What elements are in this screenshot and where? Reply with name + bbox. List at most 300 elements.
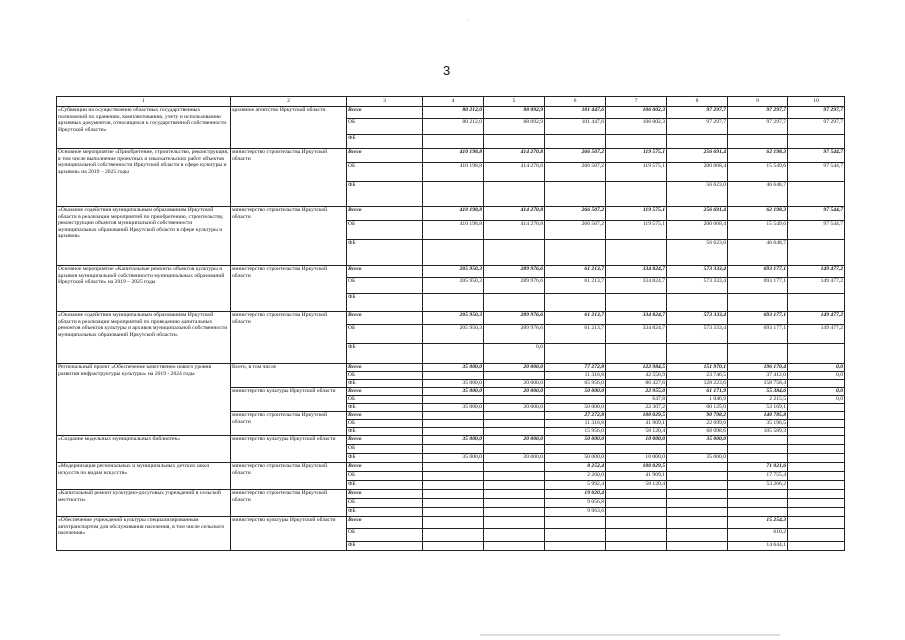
row-organization: министерство культуры Иркутской области	[231, 436, 347, 463]
amount-cell: 20 000,0	[484, 404, 545, 412]
amount-cell	[545, 240, 606, 266]
amount-cell: 414 270,8	[484, 163, 545, 182]
amount-cell	[667, 135, 728, 149]
amount-cell	[545, 542, 606, 551]
amount-cell: 37 412,0	[728, 372, 788, 380]
amount-cell: 11 316,8	[545, 372, 606, 380]
amount-cell: 693 177,1	[728, 325, 788, 344]
amount-cell	[667, 481, 728, 490]
amount-cell	[606, 490, 667, 499]
amount-cell	[484, 472, 545, 481]
amount-cell	[484, 412, 545, 420]
amount-cell	[484, 372, 545, 380]
table-row	[57, 463, 845, 472]
amount-cell: 289 976,6	[484, 312, 545, 325]
row-organization: министерство строительства Иркутской области	[231, 266, 347, 312]
amount-cell	[788, 294, 845, 312]
amount-cell: 196 170,4	[728, 364, 788, 372]
row-organization: министерство строительства Иркутской области	[231, 207, 347, 266]
row-organization: министерство строительства Иркутской области	[231, 312, 347, 364]
amount-cell: 50 000,0	[545, 388, 606, 396]
amount-cell	[606, 344, 667, 364]
amount-cell	[423, 396, 484, 404]
amount-cell	[788, 412, 845, 420]
amount-cell	[788, 436, 845, 445]
page-number: 3	[443, 63, 451, 78]
amount-cell	[788, 344, 845, 364]
row-description: «Оказание содействия муниципальным образованиям Иркутской области в реализации мероприятий по приобретению, строительству, реконструкции объектов муниципальной собственности муниципальных образований Иркутской области в сфере культуры и архивов»	[57, 207, 231, 266]
funding-type: ФБ	[347, 294, 423, 312]
amount-cell	[423, 372, 484, 380]
table-header-row	[57, 97, 845, 107]
amount-cell: 35 000,0	[423, 388, 484, 396]
row-description: «Обеспечение учреждений культуры специализированным автотранспортом для обслуживания населения, в том числе сельского населения»	[57, 517, 231, 551]
amount-cell	[545, 182, 606, 207]
amount-cell: 647,8	[606, 396, 667, 404]
amount-cell	[606, 182, 667, 207]
amount-cell	[423, 412, 484, 420]
funding-type: ОБ	[347, 396, 423, 404]
amount-cell	[788, 499, 845, 508]
funding-type: ФБ	[347, 404, 423, 412]
amount-cell	[667, 490, 728, 499]
amount-cell	[728, 454, 788, 463]
column-number: 9	[728, 97, 788, 107]
row-organization: министерство строительства Иркутской области	[231, 490, 347, 517]
amount-cell: 50 000,0	[545, 436, 606, 445]
amount-cell	[484, 490, 545, 499]
amount-cell: 60 125,0	[667, 404, 728, 412]
table-row	[57, 436, 845, 445]
amount-cell	[728, 499, 788, 508]
amount-cell	[788, 445, 845, 454]
amount-cell: 50 000,0	[545, 404, 606, 412]
amount-cell: 19 020,4	[545, 490, 606, 499]
amount-cell: 266 507,2	[545, 149, 606, 163]
row-description: «Оказание содействия муниципальным образованиям Иркутской области в реализации мероприятий по проведению капитальных ремонтов объектов культуры и архивов муниципальной собственности муниципальных образований Иркутской области»	[57, 312, 231, 364]
funding-type: ФБ	[347, 481, 423, 490]
amount-cell: 97 297,7	[667, 119, 728, 135]
amount-cell	[484, 135, 545, 149]
amount-cell: 55 384,6	[728, 388, 788, 396]
amount-cell: 97 544,7	[788, 149, 845, 163]
amount-cell: 20 000,0	[484, 380, 545, 388]
amount-cell: 97 297,7	[788, 119, 845, 135]
amount-cell	[667, 472, 728, 481]
amount-cell	[484, 182, 545, 207]
amount-cell: 41 909,1	[606, 420, 667, 428]
amount-cell: 56 623,0	[667, 240, 728, 266]
funding-type: ОБ	[347, 445, 423, 454]
amount-cell: 119 575,1	[606, 207, 667, 221]
amount-cell	[728, 508, 788, 517]
amount-cell	[423, 344, 484, 364]
amount-cell: 693 177,1	[728, 266, 788, 278]
amount-cell: 256 691,4	[667, 149, 728, 163]
amount-cell: 334 824,7	[606, 266, 667, 278]
amount-cell: 289 976,6	[484, 266, 545, 278]
funding-type: ФБ	[347, 428, 423, 436]
amount-cell: 414 270,8	[484, 149, 545, 163]
funding-type: ОБ	[347, 278, 423, 294]
funding-type: ФБ	[347, 454, 423, 463]
funding-type: Всего	[347, 463, 423, 472]
amount-cell: 140 785,8	[728, 412, 788, 420]
funding-type: ОБ	[347, 119, 423, 135]
amount-cell: 200 068,4	[667, 221, 728, 240]
row-description: «Субвенции на осуществление областных государственных полномочий по хранению, комплектованию, учету и использованию архивных документов, относящихся к государственной собственности Иркутской области»	[57, 107, 231, 149]
amount-cell	[788, 517, 845, 529]
amount-cell	[788, 542, 845, 551]
funding-type: Всего	[347, 388, 423, 396]
column-number: 5	[484, 97, 545, 107]
row-description: Основное мероприятие «Капитальные ремонты объектов культуры и архивов муниципальной собственности муниципальных образований Иркутской области» на 2019 – 2025 годы	[57, 266, 231, 312]
amount-cell: 35 000,0	[667, 436, 728, 445]
amount-cell	[423, 182, 484, 207]
amount-cell: 10 000,0	[606, 454, 667, 463]
amount-cell: 65 956,0	[545, 380, 606, 388]
column-number: 1	[57, 97, 231, 107]
amount-cell: 158 758,4	[728, 380, 788, 388]
amount-cell: 693 177,1	[728, 278, 788, 294]
amount-cell: 414 270,8	[484, 221, 545, 240]
amount-cell: 1 046,9	[667, 396, 728, 404]
amount-cell	[484, 428, 545, 436]
amount-cell: 128 223,6	[667, 380, 728, 388]
table-row	[57, 312, 845, 325]
amount-cell	[423, 472, 484, 481]
amount-cell	[423, 463, 484, 472]
amount-cell: 27 272,8	[545, 412, 606, 420]
amount-cell	[606, 529, 667, 542]
table-row	[57, 266, 845, 278]
amount-cell: 20 000,0	[484, 436, 545, 445]
amount-cell: 97 544,7	[788, 207, 845, 221]
amount-cell: 61 213,7	[545, 278, 606, 294]
funding-type: Всего	[347, 490, 423, 499]
amount-cell: 289 976,6	[484, 325, 545, 344]
funding-type: Всего	[347, 266, 423, 278]
amount-cell: 105 589,3	[728, 428, 788, 436]
amount-cell: 205 950,3	[423, 278, 484, 294]
amount-cell	[484, 529, 545, 542]
row-description: Региональный проект «Обеспечение качественно нового уровня развития инфраструктуры культуры» на 2019 - 2024 годы	[57, 364, 231, 436]
funding-type: ФБ	[347, 542, 423, 551]
amount-cell	[484, 396, 545, 404]
amount-cell: 149 477,2	[788, 266, 845, 278]
amount-cell: 122 984,5	[606, 364, 667, 372]
amount-cell	[788, 463, 845, 472]
table-row	[57, 364, 845, 372]
amount-cell: 58 120,4	[606, 428, 667, 436]
amount-cell: 205 950,3	[423, 312, 484, 325]
funding-type: ФБ	[347, 508, 423, 517]
column-number: 3	[347, 97, 423, 107]
amount-cell	[484, 499, 545, 508]
amount-cell: 100 029,5	[606, 463, 667, 472]
funding-type: ОБ	[347, 529, 423, 542]
amount-cell	[423, 508, 484, 517]
amount-cell: 80 212,0	[423, 107, 484, 119]
amount-cell: 15 549,6	[728, 163, 788, 182]
amount-cell: 58 120,4	[606, 481, 667, 490]
amount-cell: 80 427,6	[606, 380, 667, 388]
scan-edge	[480, 634, 780, 636]
amount-cell	[484, 294, 545, 312]
amount-cell	[545, 135, 606, 149]
funding-type: Всего	[347, 412, 423, 420]
amount-cell: 22 699,6	[667, 420, 728, 428]
amount-cell	[545, 396, 606, 404]
amount-cell: 334 824,7	[606, 312, 667, 325]
amount-cell	[728, 445, 788, 454]
amount-cell	[788, 135, 845, 149]
amount-cell	[545, 517, 606, 529]
amount-cell: 77 272,8	[545, 364, 606, 372]
amount-cell	[788, 404, 845, 412]
funding-type: ФБ	[347, 182, 423, 207]
funding-type: Всего	[347, 107, 423, 119]
funding-type: ОБ	[347, 221, 423, 240]
amount-cell: 46 648,7	[728, 182, 788, 207]
amount-cell	[606, 135, 667, 149]
amount-cell: 20 000,0	[484, 454, 545, 463]
amount-cell: 22 955,0	[606, 388, 667, 396]
amount-cell: 573 333,4	[667, 312, 728, 325]
amount-cell: 0,0	[788, 372, 845, 380]
amount-cell	[606, 508, 667, 517]
amount-cell	[667, 517, 728, 529]
amount-cell	[728, 490, 788, 499]
amount-cell	[788, 472, 845, 481]
amount-cell: 97 544,7	[788, 163, 845, 182]
amount-cell	[606, 240, 667, 266]
amount-cell: 61 213,7	[545, 312, 606, 325]
amount-cell: 10 000,0	[606, 436, 667, 445]
amount-cell: 266 507,2	[545, 207, 606, 221]
funding-type: Всего	[347, 149, 423, 163]
amount-cell: 88 092,9	[484, 107, 545, 119]
amount-cell	[545, 344, 606, 364]
amount-cell	[667, 344, 728, 364]
amount-cell: 15 549,6	[728, 221, 788, 240]
amount-cell	[788, 182, 845, 207]
amount-cell: 97 297,7	[728, 119, 788, 135]
amount-cell: 35 000,0	[667, 454, 728, 463]
column-number: 2	[231, 97, 347, 107]
funding-type: ФБ	[347, 380, 423, 388]
amount-cell	[484, 508, 545, 517]
amount-cell: 0,0	[788, 388, 845, 396]
row-organization: министерство строительства Иркутской области	[231, 463, 347, 490]
amount-cell: 410 198,8	[423, 149, 484, 163]
amount-cell: 35 000,0	[423, 404, 484, 412]
amount-cell: 35 000,0	[423, 364, 484, 372]
amount-cell: 9 963,6	[545, 508, 606, 517]
amount-cell	[728, 135, 788, 149]
amount-cell: 41 909,1	[606, 472, 667, 481]
amount-cell: 101 447,6	[545, 107, 606, 119]
amount-cell: 35 000,0	[423, 454, 484, 463]
amount-cell: 2 215,5	[728, 396, 788, 404]
amount-cell: 119 575,1	[606, 149, 667, 163]
column-number: 10	[788, 97, 845, 107]
amount-cell	[545, 529, 606, 542]
amount-cell	[484, 542, 545, 551]
amount-cell	[484, 240, 545, 266]
amount-cell	[788, 490, 845, 499]
amount-cell	[423, 542, 484, 551]
row-description: «Создание модельных муниципальных библиотек»	[57, 436, 231, 463]
amount-cell: 0,0	[484, 344, 545, 364]
amount-cell: 5 992,4	[545, 481, 606, 490]
amount-cell	[423, 517, 484, 529]
amount-cell: 149 477,2	[788, 278, 845, 294]
amount-cell	[423, 420, 484, 428]
budget-table	[56, 96, 845, 551]
amount-cell	[484, 481, 545, 490]
amount-cell: 573 333,4	[667, 278, 728, 294]
amount-cell: 0,0	[788, 396, 845, 404]
funding-type: ОБ	[347, 163, 423, 182]
amount-cell	[423, 490, 484, 499]
amount-cell	[788, 428, 845, 436]
amount-cell: 410 198,8	[423, 163, 484, 182]
column-number: 7	[606, 97, 667, 107]
amount-cell: 205 950,3	[423, 266, 484, 278]
amount-cell: 149 477,2	[788, 312, 845, 325]
amount-cell	[667, 499, 728, 508]
amount-cell: 42 556,9	[606, 372, 667, 380]
amount-cell	[606, 542, 667, 551]
amount-cell	[423, 240, 484, 266]
amount-cell	[423, 499, 484, 508]
funding-type: Всего	[347, 207, 423, 221]
row-organization: Всего, в том числе	[231, 364, 347, 388]
row-organization: министерство строительства Иркутской области	[231, 412, 347, 436]
amount-cell: 573 333,4	[667, 325, 728, 344]
amount-cell: 610,2	[728, 529, 788, 542]
amount-cell: 53 266,2	[728, 481, 788, 490]
amount-cell: 119 575,1	[606, 163, 667, 182]
column-number: 8	[667, 97, 728, 107]
amount-cell: 11 316,8	[545, 420, 606, 428]
amount-cell: 62 198,3	[728, 207, 788, 221]
amount-cell	[423, 428, 484, 436]
amount-cell: 693 177,1	[728, 312, 788, 325]
funding-type: ФБ	[347, 344, 423, 364]
funding-type: Всего	[347, 436, 423, 445]
row-organization: министерство строительства Иркутской области	[231, 149, 347, 207]
amount-cell	[484, 517, 545, 529]
amount-cell: 88 092,9	[484, 119, 545, 135]
amount-cell: 2 260,0	[545, 472, 606, 481]
amount-cell: 80 212,0	[423, 119, 484, 135]
amount-cell: 205 950,3	[423, 325, 484, 344]
amount-cell: 106 002,3	[606, 107, 667, 119]
amount-cell	[788, 481, 845, 490]
amount-cell: 256 691,4	[667, 207, 728, 221]
amount-cell	[788, 529, 845, 542]
table-row	[57, 490, 845, 499]
row-organization: архивное агентство Иркутской области	[231, 107, 347, 149]
amount-cell: 119 575,1	[606, 221, 667, 240]
amount-cell	[423, 445, 484, 454]
amount-cell: 149 477,2	[788, 325, 845, 344]
funding-type: Всего	[347, 364, 423, 372]
amount-cell	[788, 454, 845, 463]
amount-cell: 410 198,8	[423, 221, 484, 240]
amount-cell: 20 000,0	[484, 364, 545, 372]
table-row	[57, 107, 845, 119]
amount-cell: 106 002,3	[606, 119, 667, 135]
funding-type: ФБ	[347, 135, 423, 149]
amount-cell: 61 171,9	[667, 388, 728, 396]
amount-cell: 71 021,6	[728, 463, 788, 472]
amount-cell: 9 056,8	[545, 499, 606, 508]
amount-cell: 97 544,7	[788, 221, 845, 240]
amount-cell	[606, 445, 667, 454]
amount-cell	[545, 445, 606, 454]
amount-cell: 334 824,7	[606, 278, 667, 294]
amount-cell: 90 798,2	[667, 412, 728, 420]
amount-cell	[423, 481, 484, 490]
amount-cell: 200 068,4	[667, 163, 728, 182]
amount-cell: 56 623,0	[667, 182, 728, 207]
amount-cell: 97 297,7	[728, 107, 788, 119]
amount-cell: 410 198,8	[423, 207, 484, 221]
amount-cell	[545, 294, 606, 312]
amount-cell: 61 213,7	[545, 325, 606, 344]
amount-cell	[788, 508, 845, 517]
amount-cell: 289 976,6	[484, 278, 545, 294]
scan-mark	[468, 20, 469, 21]
funding-type: ОБ	[347, 372, 423, 380]
row-organization: министерство культуры Иркутской области	[231, 388, 347, 412]
amount-cell: 0,0	[788, 364, 845, 372]
amount-cell	[484, 445, 545, 454]
amount-cell	[423, 135, 484, 149]
amount-cell	[788, 380, 845, 388]
amount-cell: 100 029,5	[606, 412, 667, 420]
amount-cell	[423, 294, 484, 312]
amount-cell: 50 000,0	[545, 454, 606, 463]
amount-cell: 414 270,8	[484, 207, 545, 221]
amount-cell	[667, 529, 728, 542]
table-row	[57, 517, 845, 529]
amount-cell: 15 956,0	[545, 428, 606, 436]
amount-cell	[728, 294, 788, 312]
funding-type: ОБ	[347, 325, 423, 344]
amount-cell: 97 297,7	[667, 107, 728, 119]
amount-cell	[728, 436, 788, 445]
amount-cell: 20 000,0	[484, 388, 545, 396]
amount-cell: 334 824,7	[606, 325, 667, 344]
amount-cell	[667, 508, 728, 517]
amount-cell: 151 970,1	[667, 364, 728, 372]
funding-type: ОБ	[347, 472, 423, 481]
amount-cell	[423, 529, 484, 542]
row-description: Основное мероприятие «Приобретение, строительство, реконструкция, в том числе выполнение проектных и изыскательских работ объектов муниципальной собственности Иркутской области в сфере культуры и архивов» на 2019 – 2025 годы	[57, 149, 231, 207]
table-row	[57, 149, 845, 163]
amount-cell: 97 297,7	[788, 107, 845, 119]
amount-cell: 35 196,5	[728, 420, 788, 428]
amount-cell	[484, 420, 545, 428]
amount-cell	[484, 463, 545, 472]
amount-cell	[606, 517, 667, 529]
amount-cell: 14 644,1	[728, 542, 788, 551]
row-description: «Модернизация региональных и муниципальных детских школ искусств по видам искусств»	[57, 463, 231, 490]
